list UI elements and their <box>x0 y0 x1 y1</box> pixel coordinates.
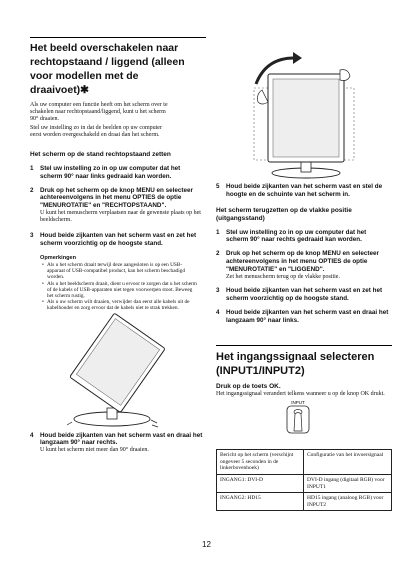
left-column <box>30 37 206 454</box>
step-number: 2 <box>216 250 220 258</box>
step-body <box>226 183 390 199</box>
step-2 <box>216 250 392 281</box>
table-cell: HD15 ingang (analoog RGB) voor INPUT2 <box>304 493 392 511</box>
table-cell: DVI-D ingang (digitaal RGB) voor INPUT1 <box>304 474 392 492</box>
table-cell: Bericht op het scherm (verschijnt ongeveer 5 seconden in de linkerbovenhoek) <box>217 450 304 475</box>
table-cell: INGANG2: HD15 <box>217 493 304 511</box>
step-number: 3 <box>216 286 220 294</box>
note-item: • Als u het scherm draait terwijl deze aangesloten is op een USB-apparaat of USB-compatibel product, kan het scherm beschadigd worden. <box>42 262 198 281</box>
right-column <box>216 50 392 511</box>
hand-left-icon <box>258 90 269 104</box>
note-item: • Als u het beeldscherm draait, dient u ervoor te zorgen dat u het scherm of de kabels of USB-apparaten niet tegen voorwerpen stoot. Beweeg het scherm rustig. <box>42 281 198 300</box>
table-cell: Configuratie van het invoersignaal <box>304 450 392 475</box>
notes-heading: Opmerkingen <box>40 255 77 261</box>
subheading-landscape: Het scherm terugzetten op de vlakke positie (uitgangsstand) <box>216 206 352 222</box>
input-description: Het ingangssignaal verandert telkens wanneer u op de knop OK drukt. <box>216 390 385 397</box>
step-number: 2 <box>30 186 34 194</box>
portrait-monitor-illustration <box>216 50 392 180</box>
step-instruction: Druk op het scherm op de knop MENU en selecteer achtereenvolgens in het menu OPTIES de optie "MENUROTATIE" en "LIGGEND". <box>226 250 379 273</box>
input-instruction: Druk op de toets OK. <box>216 382 281 390</box>
monitor-screen <box>273 79 339 157</box>
step-note: U kunt het scherm niet meer dan 90° draaien. <box>40 447 149 454</box>
input-signal-table <box>216 449 392 511</box>
step-instruction: Stel uw instelling zo in op uw computer dat het scherm 90° naar links gedraaid kan worden. <box>40 165 181 180</box>
section-rule <box>216 345 392 346</box>
note-item: • Als u uw scherm wilt draaien, verwijder dan eerst alle kabels uit de kabelhouder en zorg ervoor dat de kabels niet te strak trekken. <box>42 299 198 311</box>
step-body <box>226 287 390 303</box>
step-body <box>226 250 390 281</box>
step-body <box>40 165 204 181</box>
monitor-screen <box>76 318 159 405</box>
step-number: 4 <box>30 431 34 439</box>
subheading-portrait: Het scherm op de stand rechtopstaand zetten <box>30 151 171 159</box>
step-instruction: Druk op het scherm op de knop MENU en selecteer achtereenvolgens in het menu OPTIES de optie "MENUROTATIE" en "RECHTOPSTAAND". <box>40 186 193 210</box>
step-number: 1 <box>216 228 220 236</box>
step-instruction: Stel uw instelling zo in op uw computer dat het scherm 90° naar rechts gedraaid kan worden. <box>226 228 367 244</box>
notes-list <box>42 262 198 312</box>
monitor-rotated <box>70 313 166 412</box>
step-note: U kunt het menuscherm verplaatsen naar de gewenste plaats op het beeldscherm. <box>40 210 201 224</box>
step-instruction: Houd beide zijkanten van het scherm vast en draai het langzaam 90° naar links. <box>226 309 389 325</box>
step-body <box>226 309 390 325</box>
arrow-head-icon <box>293 52 302 64</box>
motion-mark <box>151 420 157 423</box>
step-instruction: Houd beide zijkanten van het scherm vast en zet het scherm voorzichtig op de hoogste stand. <box>40 232 197 248</box>
step-5 <box>216 183 392 199</box>
step-note: Zet het menuscherm terug op de vlakke positie. <box>226 273 340 280</box>
intro-paragraph: Als uw computer een functie heeft om het scherm over te schakelen naar rechtopstaand/liggend, kunt u het scherm 90° draaien. <box>30 102 168 123</box>
step-4 <box>216 309 392 325</box>
step-3 <box>30 232 206 248</box>
step-body <box>40 232 204 248</box>
input-section-title: Het ingangssignaal selecteren (INPUT1/INPUT2) <box>216 350 375 377</box>
motion-mark <box>67 422 72 425</box>
step-instruction: Houd beide zijkanten van het scherm vast en zet het scherm voorzichtig op de hoogste stand. <box>226 286 383 302</box>
intro-paragraph: Stel uw instelling zo in dat de beelden op uw computer eerst worden overgeschakeld en draai dan het scherm. <box>30 124 162 138</box>
step-instruction: Houd beide zijkanten van het scherm vast en draai het langzaam 90° naar rechts. <box>40 431 203 447</box>
table-cell: INGANG1: DVI-D <box>217 474 304 492</box>
finger-press-icon <box>294 413 302 432</box>
step-number: 4 <box>216 309 220 317</box>
hand-right-icon <box>340 70 350 81</box>
step-number: 3 <box>30 232 34 240</box>
step-2 <box>30 187 206 225</box>
step-body <box>40 432 204 455</box>
motion-mark <box>152 425 158 427</box>
page-number: 12 <box>202 540 211 549</box>
step-number: 1 <box>30 165 34 173</box>
title-rule <box>30 37 206 38</box>
step-1 <box>216 229 392 245</box>
input-button-label: INPUT <box>291 400 305 406</box>
step-body <box>226 229 390 245</box>
input-button-illustration <box>216 398 392 434</box>
step-1 <box>30 165 206 181</box>
rotating-monitor-illustration <box>30 312 206 428</box>
table-row <box>217 474 392 492</box>
table-row <box>217 450 392 475</box>
step-instruction: Houd beide zijkanten van het scherm vast en stel de hoogte en de schuinte van het scherm in. <box>226 183 383 198</box>
table-row <box>217 493 392 511</box>
step-3 <box>216 287 392 303</box>
section-title: Het beeld overschakelen naar rechtopstaand / liggend (alleen voor modellen met de draaivoet)✱ <box>30 42 185 96</box>
step-4 <box>30 432 206 455</box>
step-body <box>40 187 204 225</box>
step-number: 5 <box>216 183 220 190</box>
